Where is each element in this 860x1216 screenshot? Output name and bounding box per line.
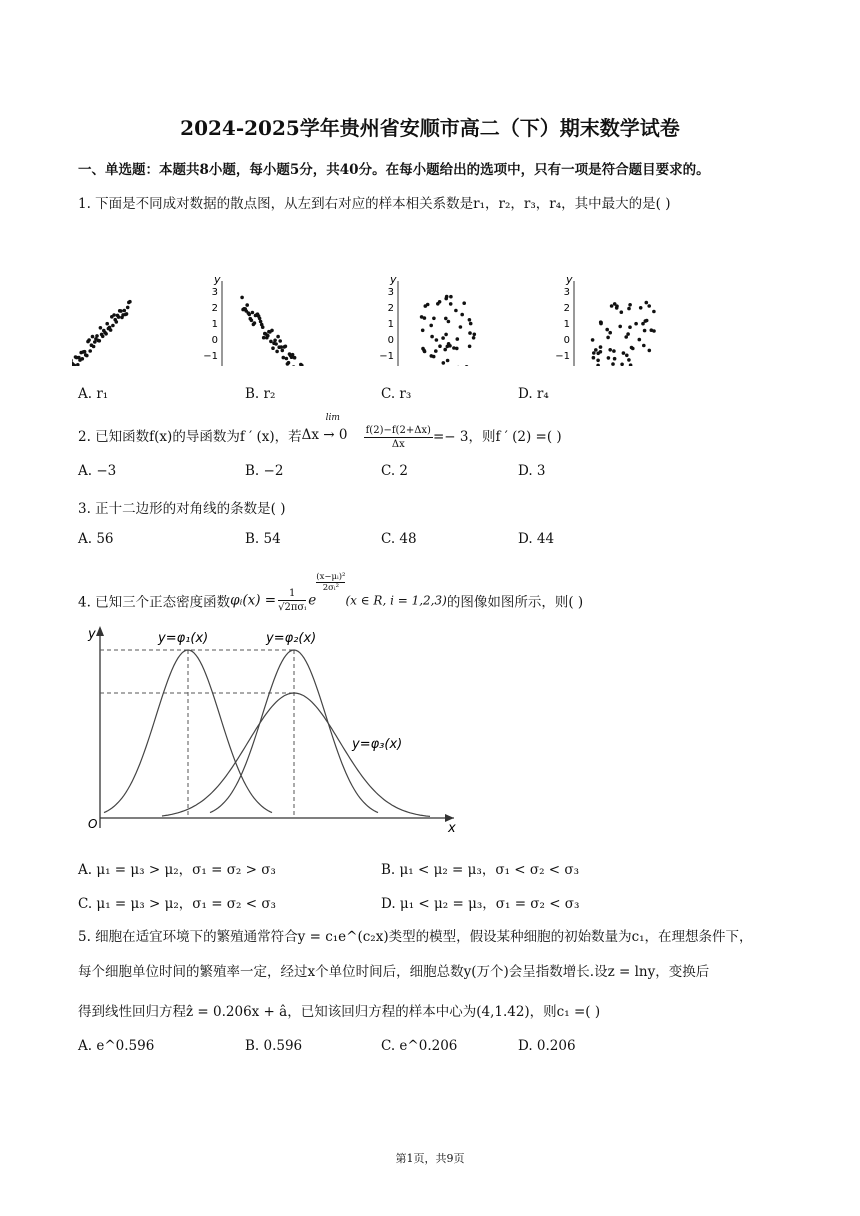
scatter-y-tick: 1 (563, 319, 570, 330)
q2-option-a[interactable]: A. −3 (78, 463, 117, 479)
scatter-point (629, 363, 633, 366)
q4-domain: (x ∈ R, i = 1,2,3) (345, 593, 447, 608)
scatter-point (101, 335, 105, 339)
q4-fraction (278, 587, 306, 614)
scatter-point (652, 310, 656, 314)
scatter-point (612, 349, 616, 353)
q4-stem-start: 4. 已知三个正态密度函数 (78, 594, 231, 611)
q4-frac-den: √2πσᵢ (278, 602, 307, 613)
scatter-point (432, 317, 436, 321)
scatter-point (613, 357, 617, 361)
scatter-point (592, 356, 596, 360)
scatter-point (438, 344, 442, 348)
scatter-point (95, 334, 99, 338)
scatter-point (76, 363, 80, 366)
question-4-stem (78, 572, 583, 614)
page-title: 2024-2025学年贵州省安顺市高二（下）期末数学试卷 (180, 116, 680, 140)
q5-option-c[interactable]: C. e^0.206 (381, 1038, 458, 1054)
scatter-point (87, 338, 91, 342)
scatter-point (112, 313, 116, 317)
scatter-point (594, 348, 598, 352)
scatter-point (426, 303, 430, 307)
question-3-stem: 3. 正十二边形的对角线的条数是( ) (78, 501, 286, 517)
q1-option-d[interactable]: D. r₄ (518, 386, 549, 402)
scatter-y-tick: 2 (563, 303, 570, 314)
scatter-point (83, 350, 87, 354)
scatter-point (275, 350, 279, 354)
q3-option-c[interactable]: C. 48 (381, 531, 417, 547)
scatter-y-tick: 2 (387, 303, 394, 314)
scatter-point (468, 331, 472, 335)
scatter-point (128, 300, 132, 304)
scatter-y-label: y (214, 273, 221, 286)
phi1-label: y=φ₁(x) (158, 631, 209, 646)
scatter-point (99, 326, 103, 330)
scatter-point (293, 356, 297, 360)
scatter-point (446, 359, 450, 363)
y-axis-arrow (96, 626, 104, 636)
scatter-point (279, 345, 283, 349)
scatter-point (274, 342, 278, 346)
scatter-point (599, 345, 603, 349)
scatter-point (634, 322, 638, 326)
scatter-point (259, 320, 263, 324)
q1-option-b[interactable]: B. r₂ (245, 386, 276, 402)
scatter-point (605, 328, 609, 332)
q4-frac-num: 1 (278, 587, 306, 601)
phi2-label: y=φ₂(x) (266, 631, 317, 646)
scatter-point (643, 329, 647, 333)
q4-option-d[interactable]: D. μ₁ < μ₂ = μ₃，σ₁ = σ₂ < σ₃ (381, 896, 580, 912)
scatter-point (430, 335, 434, 339)
scatter-point (473, 333, 477, 337)
question-5-line-3: 得到线性回归方程ẑ = 0.206x + â，已知该回归方程的样本中心为(4,1.42)，则c₁ =( ) (78, 1004, 601, 1020)
graph-x-label: x (448, 821, 456, 836)
scatter-y-tick: 0 (211, 335, 218, 346)
q5-option-a[interactable]: A. e^0.596 (78, 1038, 155, 1054)
q2-numerator: f(2)−f(2+Δx) (365, 425, 431, 436)
scatter-point (647, 304, 651, 308)
scatter-y-tick: 1 (211, 319, 218, 330)
scatter-point (281, 349, 285, 353)
scatter-point (91, 335, 95, 339)
section-heading: 一、单选题：本题共8小题，每小题5分，共40分。在每小题给出的选项中，只有一项是符合题目要求的。 (78, 162, 710, 178)
q2-limit (301, 413, 364, 443)
scatter-point (261, 325, 265, 329)
scatter-point (469, 322, 473, 326)
q4-option-c[interactable]: C. μ₁ = μ₃ > μ₂，σ₁ = σ₂ < σ₃ (78, 896, 276, 912)
scatter-point (85, 354, 89, 358)
q4-exponent (316, 572, 345, 593)
question-2-stem (78, 413, 562, 451)
scatter-point (652, 329, 656, 333)
scatter-point (639, 306, 643, 310)
scatter-point (109, 328, 113, 332)
scatter-point (627, 358, 631, 362)
scatter-y-tick: −1 (203, 351, 218, 362)
q4-e: e (308, 592, 317, 609)
scatter-point (468, 318, 472, 322)
q5-option-b[interactable]: B. 0.596 (245, 1038, 303, 1054)
scatter-point (125, 312, 129, 316)
scatter-point (460, 313, 464, 317)
scatter-point (117, 315, 121, 319)
q3-option-d[interactable]: D. 44 (518, 531, 555, 547)
q2-option-c[interactable]: C. 2 (381, 463, 409, 479)
q2-denominator: Δx (391, 439, 405, 450)
scatter-point (436, 302, 440, 306)
scatter-point (611, 362, 615, 366)
scatter-point (628, 303, 632, 307)
scatter-point (423, 316, 427, 320)
scatter-point (622, 351, 626, 355)
scatter-point (253, 321, 257, 325)
scatter-y-tick: 3 (563, 287, 570, 298)
scatter-point (606, 336, 610, 340)
scatter-point (104, 332, 108, 336)
scatter-point (276, 335, 280, 339)
scatter-panel-2 (183, 273, 351, 366)
scatter-point (435, 338, 439, 342)
scatter-point (445, 295, 449, 299)
scatter-point (444, 333, 448, 337)
graph-origin: O (88, 817, 98, 831)
scatter-point (443, 348, 447, 352)
normal-density-graph (74, 618, 466, 840)
q2-lim-expr: Δx → 0 (301, 427, 348, 443)
scatter-point (596, 359, 600, 363)
scatter-point (452, 346, 456, 350)
scatter-point (591, 338, 595, 342)
scatter-y-tick: 3 (387, 287, 394, 298)
scatter-point (421, 329, 425, 333)
scatter-point (250, 319, 254, 323)
scatter-panel-4 (535, 273, 703, 366)
scatter-point (625, 354, 629, 358)
graph-y-label: y (88, 627, 96, 642)
scatter-point (105, 322, 109, 326)
phi3-curve (162, 693, 430, 816)
scatter-point (269, 340, 273, 344)
q4-option-a[interactable]: A. μ₁ = μ₃ > μ₂，σ₁ = σ₂ > σ₃ (78, 862, 276, 878)
scatter-point (608, 348, 612, 352)
scatter-point (449, 302, 453, 306)
scatter-y-label: y (566, 273, 573, 286)
scatter-point (93, 340, 97, 344)
scatter-point (421, 347, 425, 351)
scatter-point (266, 334, 270, 338)
scatter-y-tick: 2 (211, 303, 218, 314)
q2-stem-end: =− 3，则f ′ (2) =( ) (432, 429, 562, 445)
scatter-point (92, 345, 96, 349)
scatter-point (245, 303, 249, 307)
q3-option-b[interactable]: B. 54 (245, 531, 281, 547)
q1-option-a[interactable]: A. r₁ (78, 386, 109, 402)
scatter-point (434, 349, 438, 353)
scatter-y-tick: 0 (563, 335, 570, 346)
scatter-y-label: y (390, 273, 397, 286)
question-5-line-1: 5. 细胞在适宜环境下的繁殖通常符合y = c₁e^(c₂x)类型的模型，假设某种细胞的初始数量为c₁，在理想条件下， (78, 929, 753, 945)
q4-option-b[interactable]: B. μ₁ < μ₂ = μ₃，σ₁ < σ₂ < σ₃ (381, 862, 580, 878)
scatter-point (126, 306, 130, 310)
scatter-point (613, 302, 617, 306)
scatter-point (273, 339, 277, 343)
scatter-point (287, 361, 291, 365)
scatter-point (447, 320, 451, 324)
q2-option-d[interactable]: D. 3 (518, 463, 546, 479)
scatter-point (638, 338, 642, 342)
scatter-point (472, 336, 476, 340)
scatter-point (248, 313, 252, 317)
scatter-point (628, 325, 632, 329)
scatter-point (285, 357, 289, 361)
scatter-panel-1 (72, 273, 175, 366)
scatter-point (456, 337, 460, 341)
scatter-point (258, 317, 262, 321)
q2-stem-start: 2. 已知函数f(x)的导函数为f ′ (x)，若 (78, 429, 302, 445)
q3-option-a[interactable]: A. 56 (78, 531, 114, 547)
scatter-point (262, 336, 266, 340)
scatter-point (468, 345, 472, 349)
scatter-point (648, 349, 652, 353)
q2-option-b[interactable]: B. −2 (245, 463, 284, 479)
question-5-line-2: 每个细胞单位时间的繁殖率一定，经过x个单位时间后，细胞总数y(万个)会呈指数增长.设z = lny，变换后 (78, 964, 710, 980)
scatter-point (607, 356, 611, 360)
scatter-y-tick: −1 (379, 351, 394, 362)
scatter-point (284, 345, 288, 349)
scatter-point (620, 363, 624, 367)
scatter-panel-3 (359, 273, 527, 366)
scatter-point (454, 309, 458, 313)
scatter-point (447, 342, 451, 346)
scatter-point (444, 317, 448, 321)
scatter-point (624, 335, 628, 339)
scatter-y-tick: −1 (555, 351, 570, 362)
q2-lim-label: lim (325, 413, 340, 423)
scatter-point (282, 356, 286, 360)
scatter-point (119, 309, 123, 313)
q4-formula-lhs: φᵢ(x) = (230, 592, 277, 609)
scatter-point (292, 365, 296, 366)
scatter-point (291, 353, 295, 357)
scatter-point (599, 350, 603, 354)
scatter-point (608, 331, 612, 335)
scatter-point (123, 309, 127, 313)
q1-option-c[interactable]: C. r₃ (381, 386, 412, 402)
scatter-point (251, 311, 255, 315)
scatter-y-tick: 1 (387, 319, 394, 330)
scatter-point (111, 324, 115, 328)
scatter-plots (72, 216, 792, 366)
q4-stem-end: 的图像如图所示，则( ) (446, 594, 584, 611)
scatter-point (429, 324, 433, 328)
scatter-point (240, 296, 244, 300)
scatter-point (592, 351, 596, 355)
q4-exp-den: 2σᵢ² (322, 583, 340, 593)
scatter-point (98, 339, 102, 343)
scatter-point (642, 344, 646, 348)
scatter-point (278, 339, 282, 343)
phi3-label: y=φ₃(x) (352, 737, 403, 752)
scatter-point (115, 320, 119, 324)
scatter-point (599, 322, 603, 326)
scatter-point (610, 304, 614, 308)
scatter-point (449, 295, 453, 299)
scatter-point (430, 354, 434, 358)
q4-exp-num: (x−μᵢ)² (316, 572, 346, 582)
scatter-point (620, 310, 624, 314)
scatter-point (81, 357, 85, 361)
q5-option-d[interactable]: D. 0.206 (518, 1038, 576, 1054)
scatter-point (271, 346, 275, 350)
page-footer: 第1页，共9页 (395, 1152, 465, 1165)
scatter-point (459, 325, 463, 329)
scatter-point (88, 349, 92, 353)
scatter-point (615, 306, 619, 310)
scatter-point (645, 319, 649, 323)
scatter-y-tick: 3 (211, 287, 218, 298)
scatter-y-tick: 0 (387, 335, 394, 346)
scatter-point (270, 329, 274, 333)
scatter-point (465, 365, 469, 366)
scatter-point (631, 347, 635, 351)
question-1-stem: 1. 下面是不同成对数据的散点图，从左到右对应的样本相关系数是r₁，r₂，r₃，r₄，其中最大的是( ) (78, 196, 671, 212)
scatter-point (442, 361, 446, 365)
scatter-point (627, 307, 631, 311)
scatter-point (618, 325, 622, 329)
q2-fraction (364, 424, 433, 451)
scatter-point (441, 336, 445, 340)
scatter-point (462, 301, 466, 305)
scatter-point (596, 364, 600, 366)
scatter-point (645, 301, 649, 305)
